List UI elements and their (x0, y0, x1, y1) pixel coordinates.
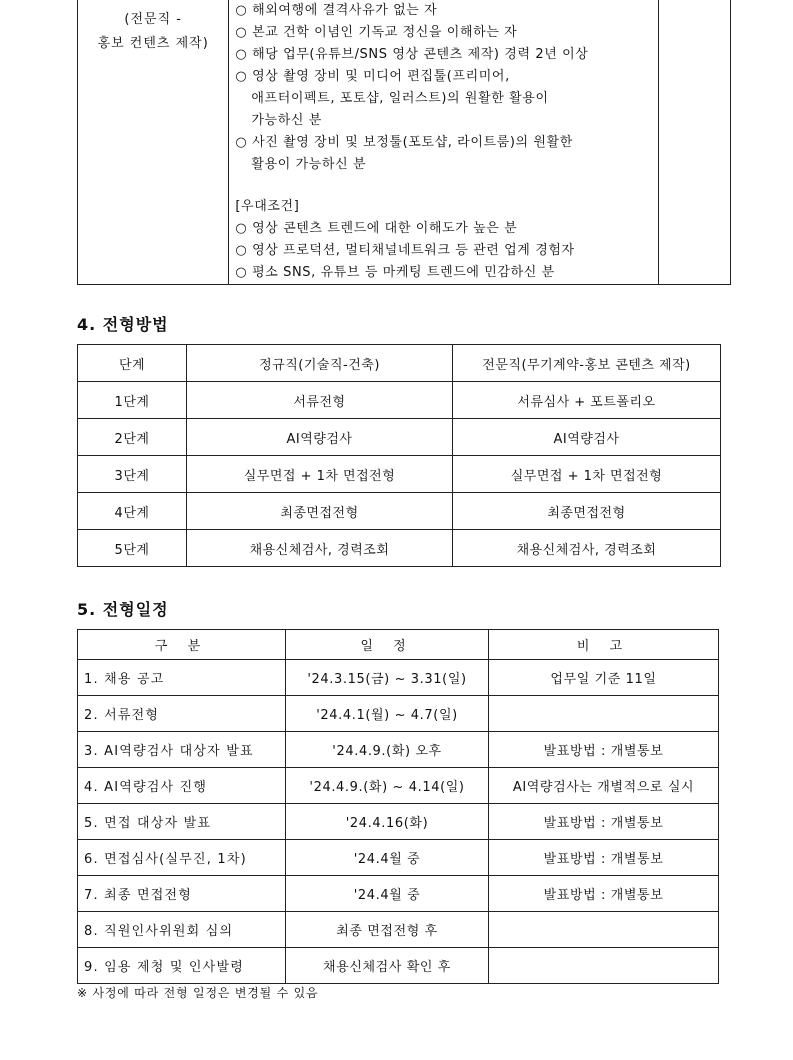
schedule-cell-date: 채용신체검사 확인 후 (286, 948, 489, 984)
schedule-cell-remark: 발표방법 : 개별통보 (489, 732, 719, 768)
requirement-line: [우대조건] (235, 199, 300, 214)
schedule-cell-step: 2. 서류전형 (78, 696, 286, 732)
schedule-cell-remark: 발표방법 : 개별통보 (489, 840, 719, 876)
method-cell-stage: 2단계 (78, 419, 187, 456)
method-header-stage: 단계 (78, 345, 187, 382)
role-label-line: (전문직 - (124, 12, 182, 27)
method-cell-specialist: 채용신체검사, 경력조회 (453, 530, 721, 567)
requirement-description-cell (229, 0, 659, 285)
method-cell-stage: 1단계 (78, 382, 187, 419)
method-cell-regular: 최종면접전형 (187, 493, 453, 530)
schedule-cell-step: 5. 면접 대상자 발표 (78, 804, 286, 840)
method-table (77, 344, 721, 567)
schedule-cell-remark (489, 696, 719, 732)
schedule-row (78, 912, 719, 948)
method-cell-specialist: 실무면접 + 1차 면접전형 (453, 456, 721, 493)
schedule-cell-date: '24.4.16(화) (286, 804, 489, 840)
method-cell-stage: 3단계 (78, 456, 187, 493)
schedule-cell-date: 최종 면접전형 후 (286, 912, 489, 948)
requirement-line: ○ 본교 건학 이념인 기독교 정신을 이해하는 자 (235, 25, 518, 40)
schedule-cell-step: 9. 임용 제청 및 인사발령 (78, 948, 286, 984)
requirement-line: ○ 평소 SNS, 유튜브 등 마케팅 트렌드에 민감하신 분 (235, 265, 555, 280)
method-section-title: 4. 전형방법 (77, 315, 169, 334)
method-cell-specialist: 서류심사 + 포트폴리오 (453, 382, 721, 419)
schedule-cell-step: 7. 최종 면접전형 (78, 876, 286, 912)
schedule-cell-step: 4. AI역량검사 진행 (78, 768, 286, 804)
schedule-header-remark: 비 고 (489, 630, 719, 660)
schedule-section-title: 5. 전형일정 (77, 600, 169, 619)
schedule-cell-step: 8. 직원인사위원회 심의 (78, 912, 286, 948)
schedule-row (78, 876, 719, 912)
requirement-line: 애프터이펙트, 포토샵, 일러스트)의 원활한 활용이 (251, 91, 549, 106)
schedule-header-category: 구 분 (78, 630, 286, 660)
schedule-row (78, 948, 719, 984)
schedule-cell-remark (489, 912, 719, 948)
blank-line (235, 176, 654, 196)
schedule-row (78, 660, 719, 696)
role-label-cell (78, 0, 229, 285)
schedule-row (78, 768, 719, 804)
schedule-cell-date: '24.4.1(월) ~ 4.7(일) (286, 696, 489, 732)
schedule-cell-remark: 발표방법 : 개별통보 (489, 804, 719, 840)
requirement-line: ○ 영상 프로덕션, 멀티채널네트워크 등 관련 업계 경험자 (235, 243, 575, 258)
schedule-cell-step: 1. 채용 공고 (78, 660, 286, 696)
requirement-row (78, 0, 731, 285)
schedule-cell-remark: AI역량검사는 개별적으로 실시 (489, 768, 719, 804)
requirement-line: ○ 해외여행에 결격사유가 없는 자 (235, 3, 438, 18)
role-label-line: 홍보 컨텐츠 제작) (97, 36, 209, 51)
schedule-header-date: 일 정 (286, 630, 489, 660)
requirement-lines (235, 0, 654, 284)
method-header-regular: 정규직(기술직-건축) (187, 345, 453, 382)
schedule-cell-remark: 업무일 기준 11일 (489, 660, 719, 696)
schedule-table (77, 629, 719, 984)
schedule-cell-date: '24.4.9.(화) ~ 4.14(일) (286, 768, 489, 804)
method-cell-specialist: AI역량검사 (453, 419, 721, 456)
schedule-cell-date: '24.4월 중 (286, 876, 489, 912)
schedule-cell-step: 3. AI역량검사 대상자 발표 (78, 732, 286, 768)
schedule-row (78, 732, 719, 768)
requirement-note-cell (659, 0, 731, 285)
requirement-line: ○ 사진 촬영 장비 및 보정툴(포토샵, 라이트룸)의 원활한 (235, 135, 573, 150)
method-cell-stage: 5단계 (78, 530, 187, 567)
schedule-table-body (78, 660, 719, 984)
requirement-line: 가능하신 분 (251, 113, 322, 128)
method-header-row (78, 345, 721, 382)
schedule-cell-date: '24.4.9.(화) 오후 (286, 732, 489, 768)
method-row (78, 456, 721, 493)
schedule-row (78, 840, 719, 876)
schedule-cell-date: '24.3.15(금) ~ 3.31(일) (286, 660, 489, 696)
method-cell-regular: AI역량검사 (187, 419, 453, 456)
method-cell-specialist: 최종면접전형 (453, 493, 721, 530)
method-cell-stage: 4단계 (78, 493, 187, 530)
requirement-line: 활용이 가능하신 분 (251, 157, 367, 172)
method-row (78, 530, 721, 567)
method-row (78, 419, 721, 456)
requirement-line: ○ 영상 촬영 장비 및 미디어 편집툴(프리미어, (235, 69, 510, 84)
method-table-body (78, 382, 721, 567)
method-cell-regular: 실무면접 + 1차 면접전형 (187, 456, 453, 493)
method-row (78, 382, 721, 419)
schedule-footnote: ※ 사정에 따라 전형 일정은 변경될 수 있음 (77, 986, 319, 1000)
requirement-line: ○ 영상 콘텐츠 트렌드에 대한 이해도가 높은 분 (235, 221, 518, 236)
schedule-cell-remark: 발표방법 : 개별통보 (489, 876, 719, 912)
requirement-line: ○ 해당 업무(유튜브/SNS 영상 콘텐츠 제작) 경력 2년 이상 (235, 47, 589, 62)
schedule-row (78, 696, 719, 732)
requirement-table (77, 0, 731, 285)
method-row (78, 493, 721, 530)
method-header-specialist: 전문직(무기계약-홍보 콘텐츠 제작) (453, 345, 721, 382)
schedule-cell-step: 6. 면접심사(실무진, 1차) (78, 840, 286, 876)
schedule-cell-date: '24.4월 중 (286, 840, 489, 876)
schedule-row (78, 804, 719, 840)
schedule-header-row (78, 630, 719, 660)
schedule-cell-remark (489, 948, 719, 984)
method-cell-regular: 채용신체검사, 경력조회 (187, 530, 453, 567)
method-cell-regular: 서류전형 (187, 382, 453, 419)
